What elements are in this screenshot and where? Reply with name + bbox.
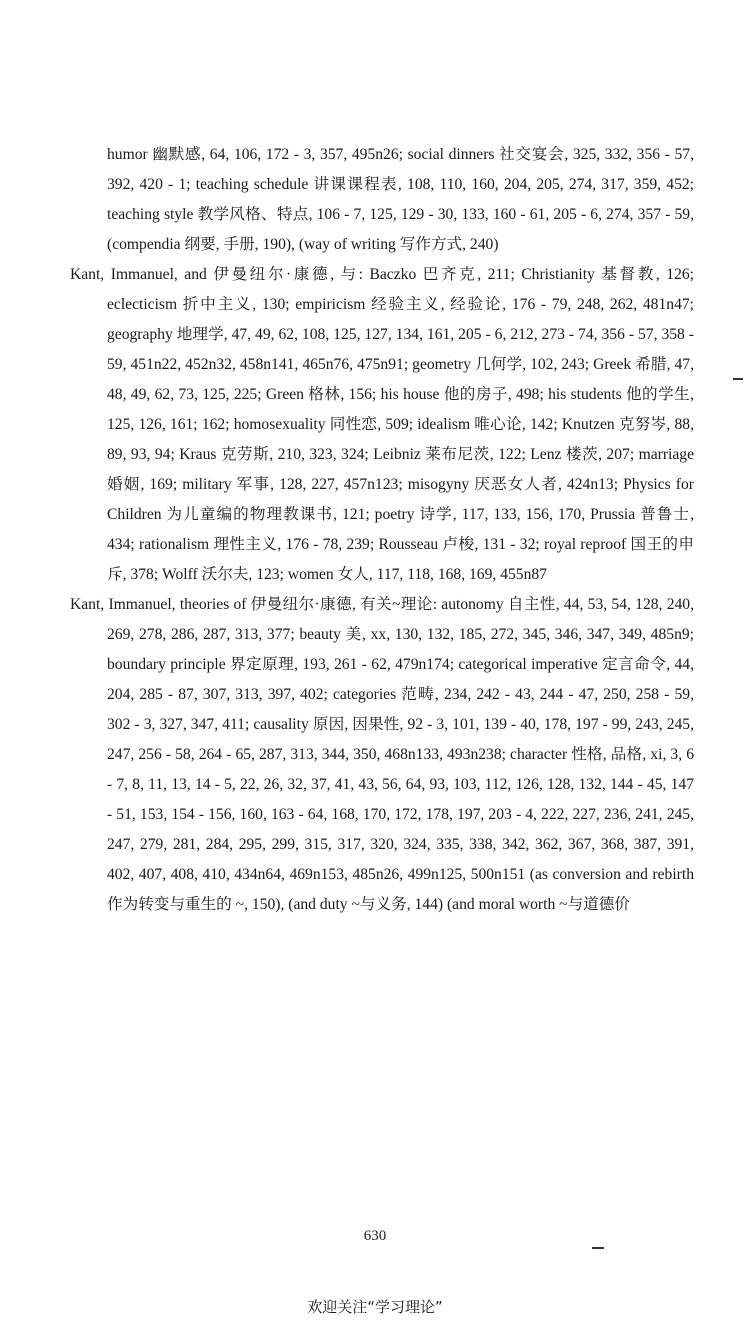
scan-mark (733, 378, 743, 380)
index-entry-kant-theories: Kant, Immanuel, theories of 伊曼纽尔·康德, 有关~理论: autonomy 自主性, 44, 53, 54, 128, 240, 269, 278, 286, 287, 313, 377; beauty 美, xx, 130, 132, 185, 272, 345, 346, 347, 349, 485n9; boundary principle 界定原理, 193, 261 - 62, 479n174; categorical imperative 定言命令, 44, 204, 285 - 87, 307, 313, 397, 402; categories 范畴, 234, 242 - 43, 244 - 47, 250, 258 - 59, 302 - 3, 327, 347, 411; causality 原因, 因果性, 92 - 3, 101, 139 - 40, 178, 197 - 99, 243, 245, 247, 256 - 58, 264 - 65, 287, 313, 344, 350, 468n133, 493n238; character 性格, 品格, xi, 3, 6 - 7, 8, 11, 13, 14 - 5, 22, 26, 32, 37, 41, 43, 56, 64, 93, 103, 112, 126, 128, 132, 144 - 45, 147 - 51, 153, 154 - 156, 160, 163 - 64, 168, 170, 172, 178, 197, 203 - 4, 222, 227, 236, 241, 245, 247, 279, 281, 284, 295, 299, 315, 317, 320, 324, 335, 338, 342, 362, 367, 368, 387, 391, 402, 407, 408, 410, 434n64, 469n153, 485n26, 499n125, 500n151 (as conversion and rebirth 作为转变与重生的 ~, 150), (and duty ~与义务, 144) (and moral worth ~与道德价 (70, 596, 694, 913)
index-entry-humor-continuation: humor 幽默感, 64, 106, 172 - 3, 357, 495n26; social dinners 社交宴会, 325, 332, 356 - 57, 392, 420 - 1; teaching schedule 讲课课程表, 108, 110, 160, 204, 205, 274, 317, 359, 452; teaching style 教学风格、特点, 106 - 7, 125, 129 - 30, 133, 160 - 61, 205 - 6, 274, 357 - 59, (compendia 纲要, 手册, 190), (way of writing 写作方式, 240) (107, 146, 694, 253)
index-entries (70, 140, 694, 920)
page-number: 630 (363, 1228, 387, 1244)
footer-caption: 欢迎关注“学习理论” (307, 1298, 443, 1316)
index-entry-kant-and: Kant, Immanuel, and 伊曼纽尔·康德, 与: Baczko 巴齐克, 211; Christianity 基督教, 126; eclecticism 折中主义, 130; empiricism 经验主义, 经验论, 176 - 79, 248, 262, 481n47; geography 地理学, 47, 49, 62, 108, 125, 127, 134, 161, 205 - 6, 212, 273 - 74, 356 - 57, 358 - 59, 451n22, 452n32, 458n141, 465n76, 475n91; geometry 几何学, 102, 243; Greek 希腊, 47, 48, 49, 62, 73, 125, 225; Green 格林, 156; his house 他的房子, 498; his students 他的学生, 125, 126, 161; 162; homosexuality 同性恋, 509; idealism 唯心论, 142; Knutzen 克努岑, 88, 89, 93, 94; Kraus 克劳斯, 210, 323, 324; Leibniz 莱布尼茨, 122; Lenz 楼茨, 207; marriage 婚姻, 169; military 军事, 128, 227, 457n123; misogyny 厌恶女人者, 424n13; Physics for Children 为儿童编的物理教课书, 121; poetry 诗学, 117, 133, 156, 170, Prussia 普鲁士, 434; rationalism 理性主义, 176 - 78, 239; Rousseau 卢梭, 131 - 32; royal reproof 国王的申斥, 378; Wolff 沃尔夫, 123; women 女人, 117, 118, 168, 169, 455n87 (70, 266, 694, 583)
scan-mark (592, 1247, 604, 1249)
